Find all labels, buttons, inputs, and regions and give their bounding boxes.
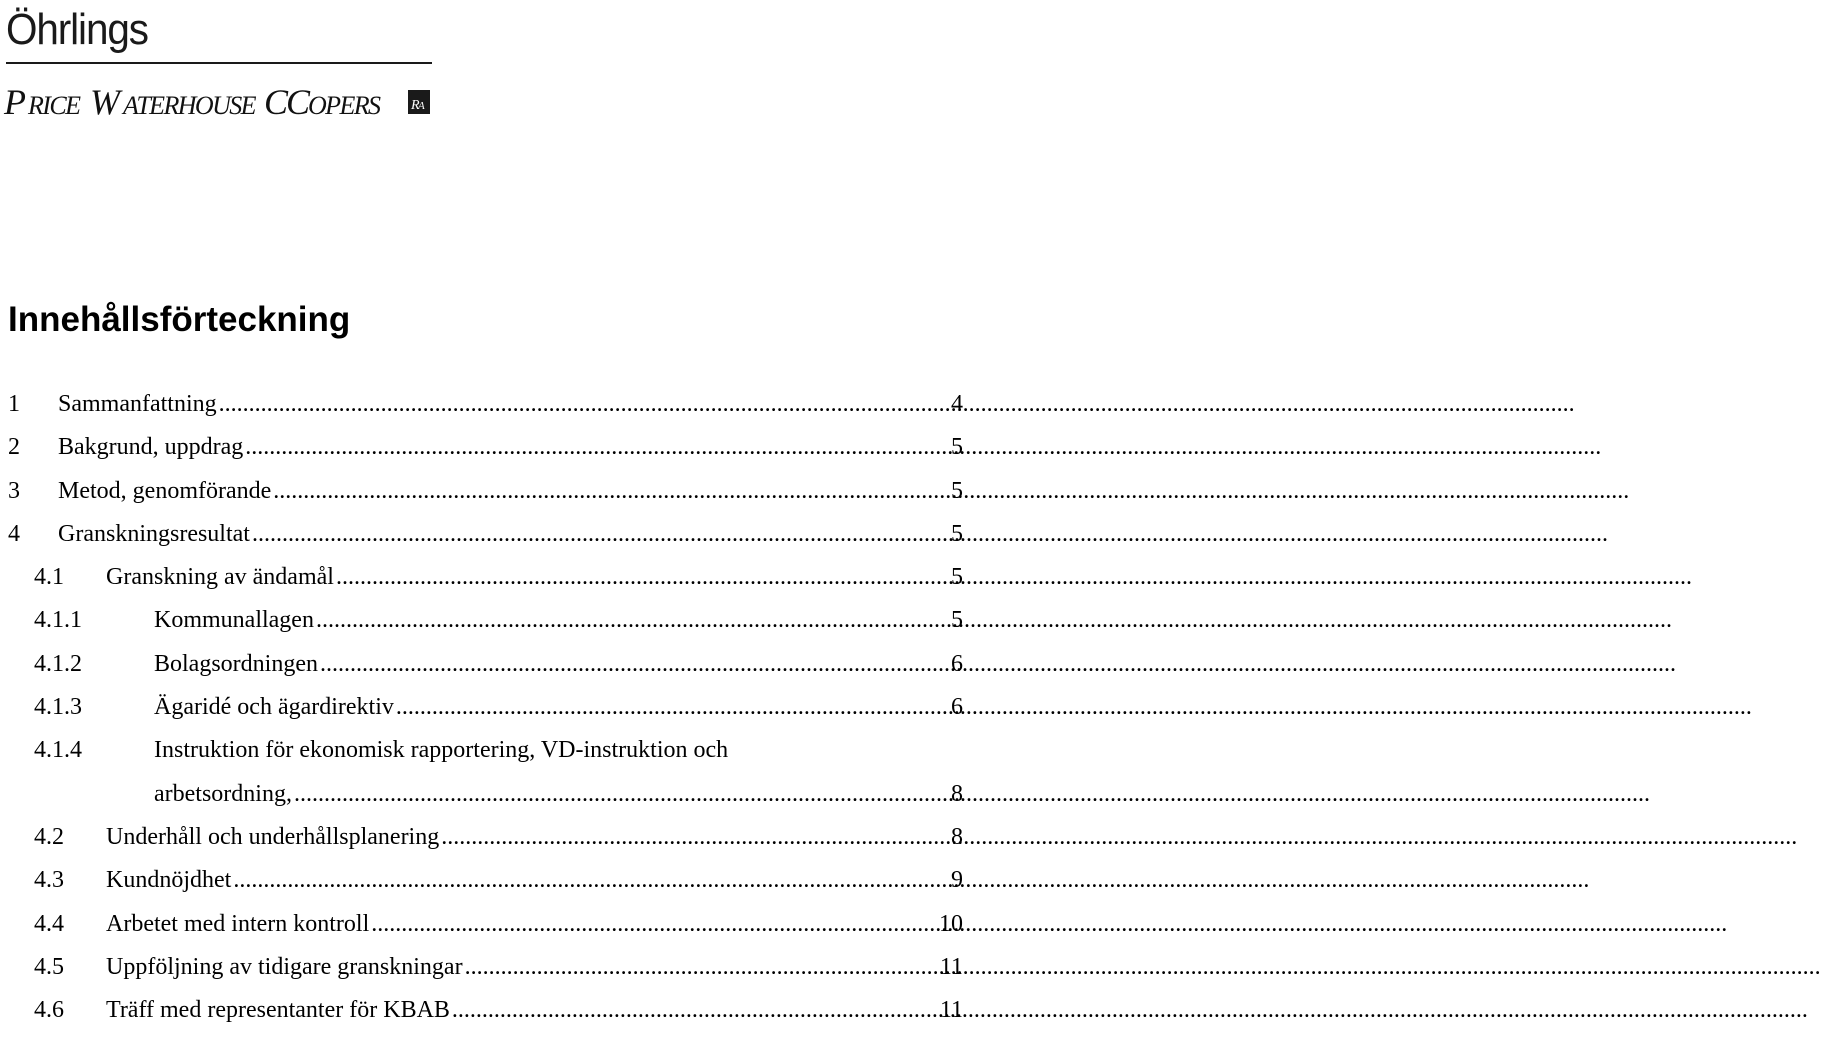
toc-dot-leader xyxy=(294,778,1650,810)
toc-entry-page: 6 xyxy=(951,650,963,677)
toc-dot-leader xyxy=(233,864,1589,896)
toc-entry[interactable] xyxy=(8,561,963,604)
svg-text:RICE: RICE xyxy=(28,91,80,120)
toc-entry[interactable] xyxy=(8,691,963,734)
toc-entry-number: 4.2 xyxy=(34,823,64,850)
toc-entry[interactable] xyxy=(8,604,963,647)
toc-entry-page: 5 xyxy=(951,434,963,461)
toc-entry-title: Bakgrund, uppdrag xyxy=(58,434,244,461)
toc-entry[interactable] xyxy=(8,431,963,474)
toc-entry-number: 4 xyxy=(8,520,20,547)
toc-entry-number: 4.1 xyxy=(34,564,64,591)
toc-entry-page: 11 xyxy=(939,997,963,1024)
toc-entry-title: Instruktion för ekonomisk rapportering, VD-instruktion och xyxy=(154,737,729,764)
toc-dot-leader xyxy=(245,431,1601,463)
toc-entry-title: Ägaridé och ägardirektiv xyxy=(154,694,394,721)
svg-text:A: A xyxy=(418,100,425,112)
toc-entry-number: 4.6 xyxy=(34,997,64,1024)
toc-entry-number: 4.4 xyxy=(34,910,64,937)
toc-entry-page: 9 xyxy=(951,867,963,894)
toc-entry-page: 5 xyxy=(951,564,963,591)
toc-dot-leader xyxy=(396,691,1752,723)
toc-entry-title: Underhåll och underhållsplanering xyxy=(106,823,440,850)
toc-entry[interactable] xyxy=(8,734,963,821)
toc-entry-page: 10 xyxy=(939,910,963,937)
table-of-contents xyxy=(8,388,963,1037)
svg-text:W: W xyxy=(90,82,119,122)
toc-entry[interactable] xyxy=(8,951,963,994)
toc-entry-page: 5 xyxy=(951,607,963,634)
svg-text:P: P xyxy=(4,82,25,122)
toc-entry[interactable] xyxy=(8,388,963,431)
toc-entry-title: Granskning av ändamål xyxy=(106,564,334,591)
toc-entry-number: 4.3 xyxy=(34,867,64,894)
toc-entry-page: 6 xyxy=(951,694,963,721)
pricewaterhousecoopers-logo xyxy=(2,76,432,130)
toc-dot-leader xyxy=(371,908,1727,940)
svg-text:C: C xyxy=(264,82,287,122)
toc-entry-title: Granskningsresultat xyxy=(58,520,250,547)
toc-entry-title: Bolagsordningen xyxy=(154,650,318,677)
toc-entry[interactable] xyxy=(8,908,963,951)
toc-entry-page: 11 xyxy=(939,953,963,980)
toc-entry-number: 3 xyxy=(8,477,20,504)
toc-entry-number: 4.1.4 xyxy=(34,737,82,764)
toc-entry-page: 4 xyxy=(951,391,963,417)
toc-dot-leader xyxy=(336,561,1692,593)
svg-text:OPERS: OPERS xyxy=(308,91,380,120)
toc-dot-leader xyxy=(252,518,1608,550)
toc-entry-title: Metod, genomförande xyxy=(58,477,272,504)
toc-entry-number: 2 xyxy=(8,434,20,461)
toc-entry[interactable] xyxy=(8,518,963,561)
toc-entry-page: 8 xyxy=(951,780,963,807)
toc-dot-leader xyxy=(452,994,1808,1026)
toc-entry-title: Kundnöjdhet xyxy=(106,867,232,894)
svg-text:ATERHOUSE: ATERHOUSE xyxy=(123,91,255,120)
toc-entry-number: 4.1.3 xyxy=(34,694,82,721)
toc-entry-title: Sammanfattning xyxy=(58,391,217,417)
logo-divider xyxy=(6,62,432,64)
toc-entry-number: 4.1.2 xyxy=(34,650,82,677)
toc-entry-page: 5 xyxy=(951,477,963,504)
toc-entry-number: 1 xyxy=(8,391,20,417)
ohrlings-wordmark: Öhrlings xyxy=(6,5,148,54)
toc-dot-leader xyxy=(316,604,1672,636)
toc-entry-title: Uppföljning av tidigare granskningar xyxy=(106,953,463,980)
toc-dot-leader xyxy=(320,648,1676,680)
toc-entry[interactable] xyxy=(8,821,963,864)
toc-dot-leader xyxy=(441,821,1797,853)
toc-entry-number: 4.1.1 xyxy=(34,607,82,634)
toc-dot-leader xyxy=(219,388,1575,420)
toc-entry-number: 4.5 xyxy=(34,953,64,980)
toc-entry[interactable] xyxy=(8,648,963,691)
toc-entry-title: Kommunallagen xyxy=(154,607,314,634)
svg-text:R: R xyxy=(411,98,420,113)
toc-dot-leader xyxy=(465,951,1821,983)
toc-entry[interactable] xyxy=(8,475,963,518)
toc-entry-page: 8 xyxy=(951,823,963,850)
toc-entry-title: Träff med representanter för KBAB xyxy=(106,997,450,1024)
toc-entry-page: 5 xyxy=(951,520,963,547)
toc-entry[interactable] xyxy=(8,864,963,907)
toc-entry-title: Arbetet med intern kontroll xyxy=(106,910,370,937)
toc-heading: Innehållsförteckning xyxy=(8,300,351,339)
svg-text:C: C xyxy=(286,82,309,122)
toc-entry-title-continued: arbetsordning, xyxy=(154,780,292,807)
toc-entry[interactable] xyxy=(8,994,963,1037)
